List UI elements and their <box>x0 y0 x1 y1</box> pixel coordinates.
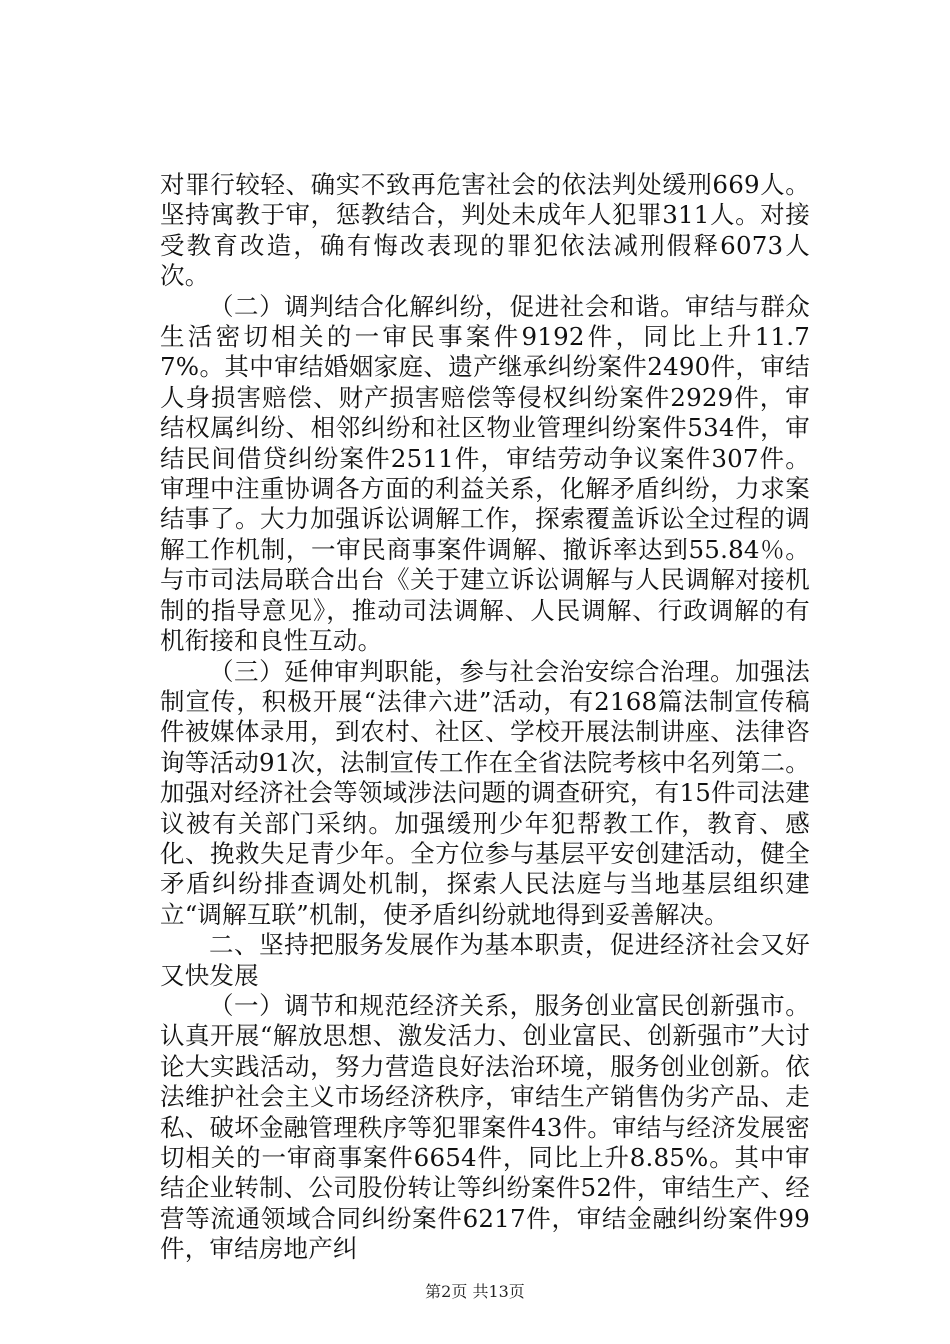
paragraph-economic-relations: （一）调节和规范经济关系，服务创业富民创新强市。认真开展“解放思想、激发活力、创业富民、创新强市”大讨论大实践活动，努力营造良好法治环境，服务创业创新。依法维护社会主义市场经济秩序，审结生产销售伪劣产品、走私、破坏金融管理秩序等犯罪案件43件。审结与经济发展密切相关的一审商事案件6654件，同比上升8.85%。其中审结企业转制、公司股份转让等纠纷案件52件，审结生产、经营等流通领域合同纠纷案件6217件，审结金融纠纷案件99件，审结房地产纠 <box>160 990 810 1264</box>
section-heading-service-development: 二、坚持把服务发展作为基本职责，促进经济社会又好又快发展 <box>160 930 810 990</box>
paragraph-mediation: （二）调判结合化解纠纷，促进社会和谐。审结与群众生活密切相关的一审民事案件9192件，同比上升11.77%。其中审结婚姻家庭、遗产继承纠纷案件2490件，审结人身损害赔偿、财产损害赔偿等侵权纠纷案件2929件，审结权属纠纷、相邻纠纷和社区物业管理纠纷案件534件，审结民间借贷纠纷案件2511件，审结劳动争议案件307件。审理中注重协调各方面的利益关系，化解矛盾纠纷，力求案结事了。大力加强诉讼调解工作，探索覆盖诉讼全过程的调解工作机制，一审民商事案件调解、撤诉率达到55.84％。与市司法局联合出台《关于建立诉讼调解与人民调解对接机制的指导意见》，推动司法调解、人民调解、行政调解的有机衔接和良性互动。 <box>160 291 810 656</box>
page-body <box>160 170 810 1265</box>
page-footer: 第2页 共13页 <box>425 1282 525 1301</box>
paragraph-sentencing: 对罪行较轻、确实不致再危害社会的依法判处缓刑669人。坚持寓教于审，惩教结合，判处未成年人犯罪311人。对接受教育改造，确有悔改表现的罪犯依法减刑假释6073人次。 <box>160 170 810 291</box>
paragraph-social-governance: （三）延伸审判职能，参与社会治安综合治理。加强法制宣传，积极开展“法律六进”活动，有2168篇法制宣传稿件被媒体录用，到农村、社区、学校开展法制讲座、法律咨询等活动91次，法制宣传工作在全省法院考核中名列第二。加强对经济社会等领域涉法问题的调查研究，有15件司法建议被有关部门采纳。加强缓刑少年犯帮教工作，教育、感化、挽救失足青少年。全方位参与基层平安创建活动，健全矛盾纠纷排查调处机制，探索人民法庭与当地基层组织建立“调解互联”机制，使矛盾纠纷就地得到妥善解决。 <box>160 656 810 929</box>
